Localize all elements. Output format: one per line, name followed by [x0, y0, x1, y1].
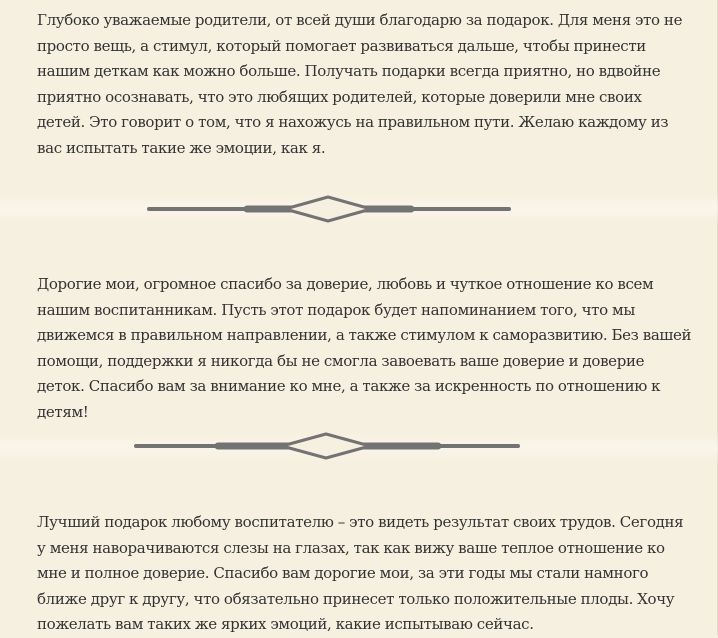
ornamental-divider-icon [134, 432, 520, 462]
paragraph-1: Глубоко уважаемые родители, от всей души благодарю за подарок. Для меня это не просто вещь, а стимул, который помогает развиваться дальше, чтобы принести нашим деткам как можно больше. Получать подарки всегда приятно, но вдвойне приятно осознавать, что это любящих родителей, которые доверили мне своих детей. Это говорит о том, что я нахожусь на правильном пути. Желаю каждому из вас испытать такие же эмоции, как я. [37, 11, 683, 157]
paragraph-3: Лучший подарок любому воспитателю – это видеть результат своих трудов. Сегодня у меня наворачиваются слезы на глазах, так как вижу ваше теплое отношение ко мне и полное доверие. Спасибо вам дорогие мои, за эти годы мы стали намного ближе друг к другу, что обязательно принесет только положительные плоды. Хочу пожелать вам таких же ярких эмоций, какие испытываю сейчас. [37, 513, 684, 634]
paragraph-2: Дорогие мои, огромное спасибо за доверие, любовь и чуткое отношение ко всем нашим воспитанникам. Пусть этот подарок будет напоминанием того, что мы движемся в правильном направлении, а также стимулом к саморазвитию. Без вашей помощи, поддержки я никогда бы не смогла завоевать ваше доверие и доверие деток. Спасибо вам за внимание ко мне, а также за искренность по отношению к детям! [37, 275, 692, 421]
ornamental-divider-icon [147, 194, 511, 224]
